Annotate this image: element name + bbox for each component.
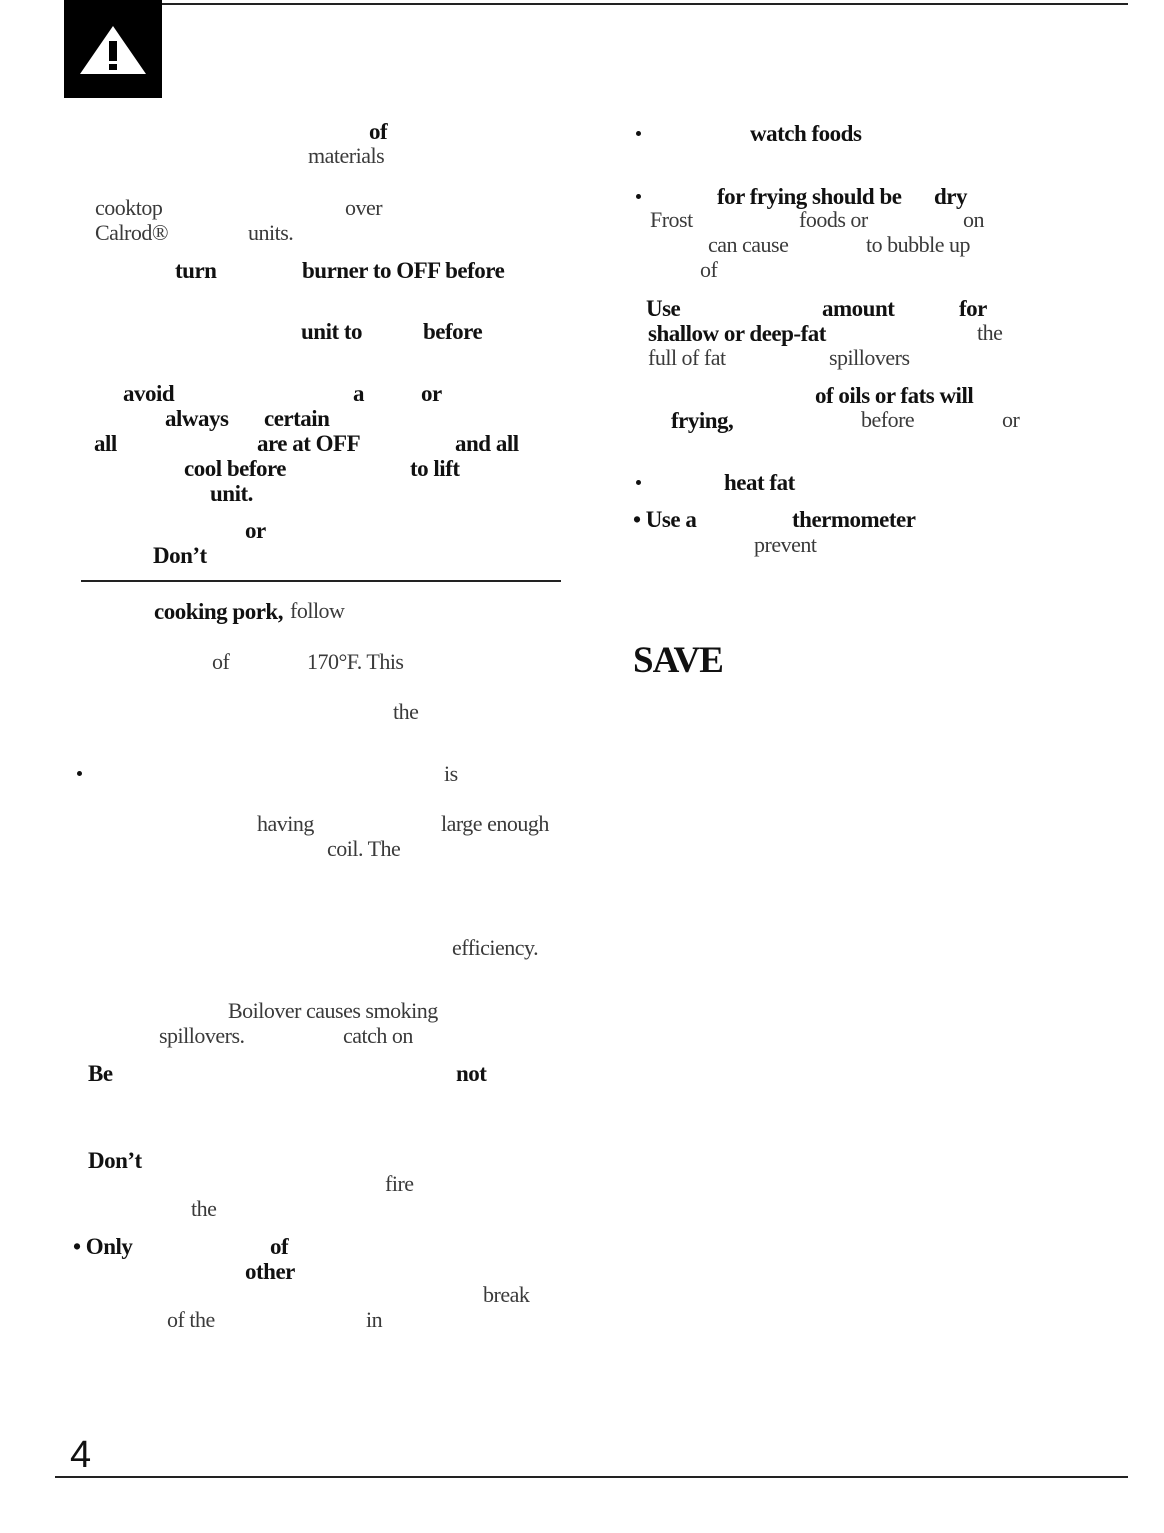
word: unit.	[210, 481, 253, 506]
word: of	[212, 649, 230, 674]
word: on	[963, 207, 984, 232]
word: units.	[248, 220, 294, 245]
word: spillovers.	[159, 1023, 245, 1048]
word: for frying should be	[717, 184, 902, 209]
word: to bubble up	[866, 232, 970, 257]
word: follow	[290, 598, 345, 623]
warning-triangle-icon	[64, 0, 162, 98]
word: • Only	[73, 1234, 133, 1259]
word: cool before	[184, 456, 287, 481]
word: before	[861, 407, 915, 432]
word: always	[165, 406, 229, 431]
word: of	[369, 119, 388, 144]
word: avoid	[123, 381, 175, 406]
word: cooktop	[95, 195, 163, 220]
word: of	[700, 257, 718, 282]
word: coil. The	[327, 836, 401, 861]
word: are at OFF	[257, 431, 361, 456]
word: efficiency.	[452, 935, 539, 960]
word: can cause	[708, 232, 789, 257]
word: full of fat	[648, 345, 726, 370]
bullet-icon	[77, 771, 82, 776]
word: over	[345, 195, 383, 220]
word: heat fat	[724, 470, 795, 495]
word: having	[257, 811, 314, 836]
word: thermometer	[792, 507, 916, 532]
word: all	[94, 431, 117, 456]
word: watch foods	[750, 121, 862, 146]
word: Boilover causes smoking	[228, 998, 438, 1023]
word: to lift	[410, 456, 460, 481]
word: of	[270, 1234, 289, 1259]
word: certain	[264, 406, 330, 431]
word: turn	[175, 258, 217, 283]
word: or	[421, 381, 442, 406]
word: the	[191, 1196, 217, 1221]
word: before	[423, 319, 483, 344]
word: the	[977, 320, 1003, 345]
word: Be	[88, 1061, 113, 1086]
word: materials	[308, 143, 385, 168]
word: spillovers	[829, 345, 910, 370]
word: • Use a	[633, 507, 697, 532]
word: dry	[934, 184, 967, 209]
top-rule	[64, 3, 1128, 5]
word: in	[366, 1307, 383, 1332]
word: shallow or deep-fat	[648, 321, 826, 346]
save-heading: SAVE	[633, 640, 723, 681]
word: cooking pork,	[154, 599, 283, 624]
bullet-icon	[636, 131, 641, 136]
word: Don’t	[88, 1148, 142, 1173]
word: amount	[822, 296, 895, 321]
word: or	[245, 518, 266, 543]
word: Don’t	[153, 543, 207, 568]
page-number: 4	[70, 1434, 92, 1476]
word: break	[483, 1282, 530, 1307]
word: Frost	[650, 207, 693, 232]
word: Calrod®	[95, 220, 169, 245]
bullet-icon	[636, 194, 641, 199]
bottom-rule	[55, 1476, 1128, 1478]
word: catch on	[343, 1023, 413, 1048]
word: of oils or fats will	[815, 383, 974, 408]
bullet-icon	[636, 480, 641, 485]
word: a	[353, 381, 364, 406]
word: Use	[646, 296, 681, 321]
word: 170°F. This	[307, 649, 404, 674]
word: for	[959, 296, 987, 321]
word: prevent	[754, 532, 817, 557]
word: of the	[167, 1307, 215, 1332]
section-divider	[81, 580, 561, 582]
word: frying,	[671, 408, 734, 433]
word: or	[1002, 407, 1020, 432]
word: unit to	[301, 319, 363, 344]
word: is	[444, 761, 458, 786]
word: burner to OFF before	[302, 258, 505, 283]
word: and all	[455, 431, 519, 456]
word: other	[245, 1259, 295, 1284]
word: fire	[385, 1171, 414, 1196]
word: not	[456, 1061, 487, 1086]
word: large enough	[441, 811, 549, 836]
word: the	[393, 699, 419, 724]
word: foods or	[799, 207, 868, 232]
